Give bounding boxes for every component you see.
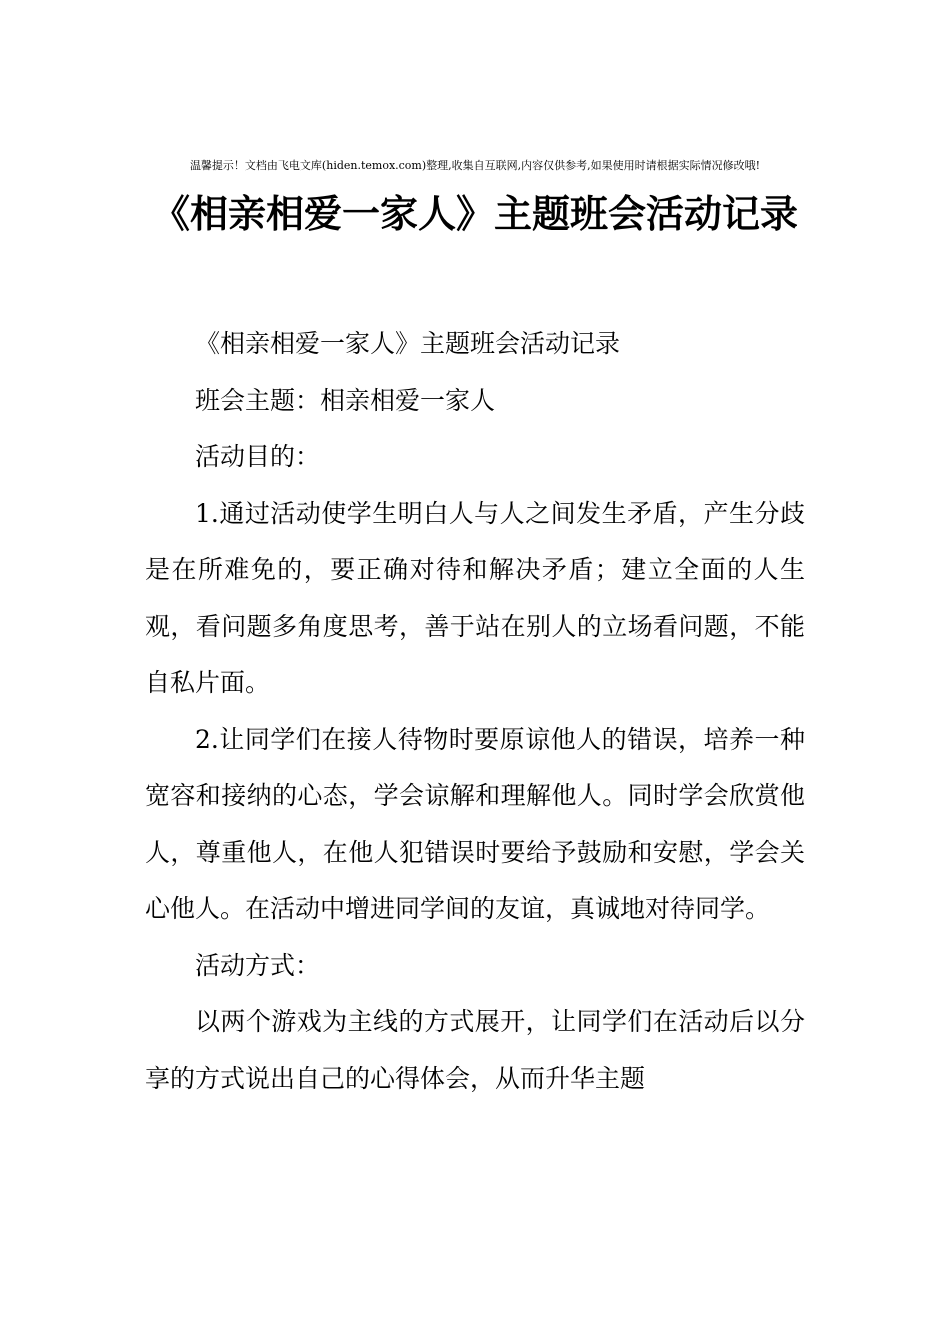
paragraph-method-label: 活动方式： <box>195 950 321 980</box>
document-notice: 温馨提示！文档由飞电文库(hiden.temox.com)整理,收集自互联网,内容仅供参考,如果使用时请根据实际情况修改哦! <box>189 159 761 172</box>
paragraph-goal-label: 活动目的： <box>195 442 321 471</box>
document-body <box>145 316 805 1107</box>
paragraph-method: 以两个游戏为主线的方式展开，让同学们在活动后以分享的方式说出自己的心得体会，从而升华主题 <box>145 1007 805 1093</box>
document-title: 《相亲相爱一家人》主题班会活动记录 <box>151 192 798 236</box>
paragraph-heading-repeat: 《相亲相爱一家人》主题班会活动记录 <box>195 329 621 358</box>
paragraph-theme: 班会主题：相亲相爱一家人 <box>195 385 496 415</box>
paragraph-goal-1: 1.通过活动使学生明白人与人之间发生矛盾，产生分歧是在所难免的，要正确对待和解决矛盾；建立全面的人生观，看问题多角度思考，善于站在别人的立场看问题，不能自私片面。 <box>145 498 805 697</box>
paragraph-goal-2: 2.让同学们在接人待物时要原谅他人的错误，培养一种宽容和接纳的心态，学会谅解和理解他人。同时学会欣赏他人，尊重他人，在他人犯错误时要给予鼓励和安慰，学会关心他人。在活动中增进同学间的友谊，真诚地对待同学。 <box>145 724 805 923</box>
